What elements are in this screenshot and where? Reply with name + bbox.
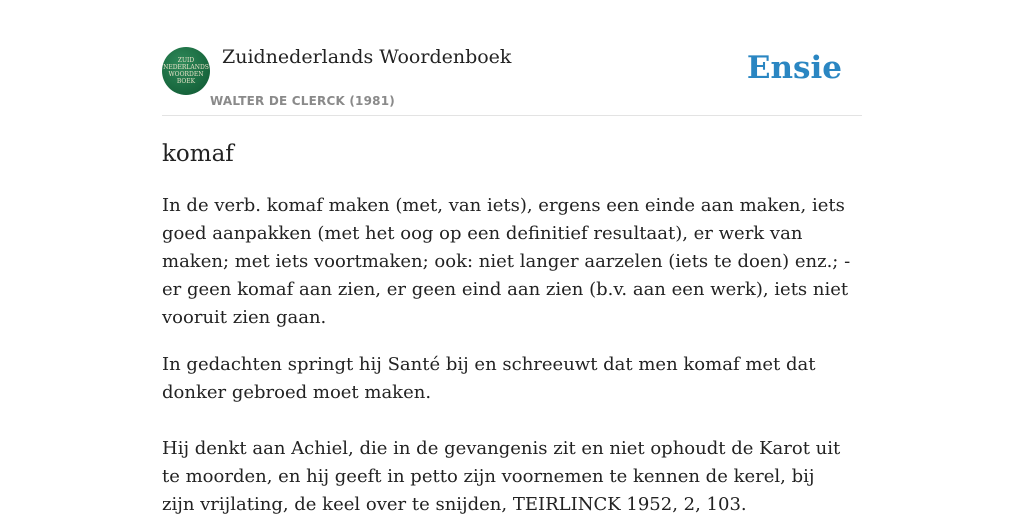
entry-content <box>162 138 852 519</box>
entry-headword: komaf <box>162 141 234 167</box>
entry-example: In gedachten springt hij Santé bij en schreeuwt dat men komaf met dat donker gebroed moet maken. <box>162 354 816 403</box>
logo-line: BOEK <box>176 78 196 85</box>
entry-definition: In de verb. komaf maken (met, van iets), ergens een einde aan maken, iets goed aanpakken (met het oog op een definitief resultaat), er werk van maken; met iets voortmaken; ook: niet langer aarzelen (iets te doen) enz.; - er geen komaf aan zien, er geen eind aan zien (b.v. aan een werk), iets niet vooruit zien gaan. <box>162 195 851 328</box>
site-header <box>162 44 862 116</box>
entry-example: Hij denkt aan Achiel, die in de gevangenis zit en niet ophoudt de Karot uit te moorden, en hij geeft in petto zijn voornemen te kennen de kerel, bij zijn vrijlating, de keel over te snijden, TEIRLINCK 1952, 2, 103. <box>162 438 841 515</box>
book-author: WALTER DE CLERCK (1981) <box>210 94 395 108</box>
logo-line: WOORDEN <box>168 71 204 78</box>
ensie-logo[interactable]: Ensie <box>746 50 842 86</box>
book-title[interactable]: Zuidnederlands Woordenboek <box>222 46 512 68</box>
logo-line: NEDERLANDS <box>163 64 209 71</box>
book-logo[interactable] <box>162 47 210 95</box>
logo-line: ZUID <box>177 57 195 64</box>
